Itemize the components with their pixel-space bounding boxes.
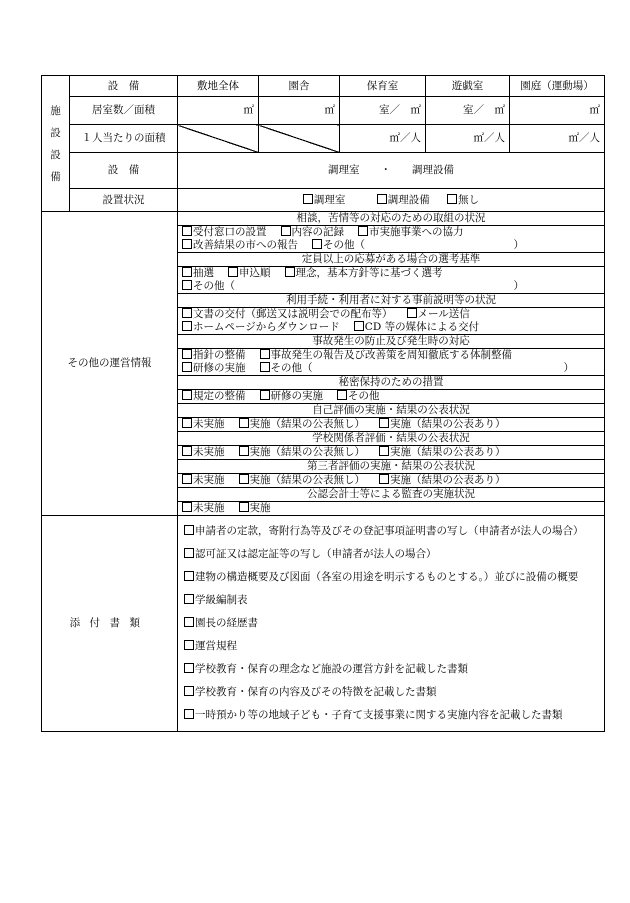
checkbox-icon (337, 390, 347, 400)
attachment-item[interactable] (184, 589, 600, 612)
checkbox-icon (184, 594, 194, 604)
checkbox-option[interactable] (182, 349, 246, 361)
section-title: 秘密保持のための措置 (178, 375, 604, 390)
section-options (178, 418, 604, 431)
checkbox-icon (312, 239, 322, 249)
checkbox-icon (182, 418, 192, 428)
attachment-item[interactable] (184, 704, 600, 727)
attachment-label: 認可証又は認定証等の写し（申請者が法人の場合） (195, 548, 437, 560)
checkbox-option[interactable] (281, 226, 345, 238)
checkbox-option[interactable] (285, 267, 443, 279)
attachment-label: 学校教育・保育の理念など施設の運営方針を記載した書類 (195, 663, 468, 675)
checkbox-option[interactable] (228, 267, 271, 279)
checkbox-kitchen[interactable] (303, 194, 346, 206)
building-area-field[interactable]: ㎡ (259, 97, 340, 125)
header-building: 園舎 (259, 76, 340, 97)
equipment-label: 設 備 (70, 153, 178, 189)
attachment-item[interactable] (184, 520, 600, 543)
header-nursery-room: 保育室 (340, 76, 426, 97)
playground-per-person-field[interactable]: ㎡／人 (510, 125, 605, 153)
section-options (178, 390, 604, 403)
checkbox-option[interactable] (239, 418, 366, 430)
checkbox-option[interactable] (182, 321, 340, 333)
checkbox-option[interactable] (407, 308, 470, 320)
checkbox-icon (407, 308, 417, 318)
checkbox-icon (228, 267, 238, 277)
checkbox-icon (379, 446, 389, 456)
checkbox-option[interactable] (182, 226, 267, 238)
attachment-item[interactable] (184, 543, 600, 566)
option-label: その他（ (193, 280, 235, 292)
checkbox-icon (239, 474, 249, 484)
checkbox-icon (184, 663, 194, 673)
checkbox-icon (182, 239, 192, 249)
option-label: 文書の交付（郵送又は説明会での配布等） (193, 308, 393, 320)
checkbox-option[interactable] (379, 446, 506, 458)
option-label: CD 等の媒体による交付 (364, 321, 480, 333)
attachment-label: 学級編制表 (195, 594, 248, 606)
option-label: その他（ (323, 239, 365, 251)
checkbox-option[interactable] (239, 502, 271, 514)
attachment-item[interactable] (184, 635, 600, 658)
attachment-label: 園長の経歴書 (195, 617, 258, 629)
option-label: 実施（結果の公表無し） (249, 474, 365, 486)
rooms-area-label: 居室数／面積 (70, 97, 178, 125)
section-title: 第三者評価の実施・結果の公表状況 (178, 459, 604, 474)
option-label: 申込順 (239, 267, 271, 279)
install-status-options (178, 189, 605, 212)
facility-label-char: 施 (50, 104, 61, 117)
section-options (178, 349, 604, 375)
checkbox-icon (184, 571, 194, 581)
option-label: 実施（結果の公表あり） (390, 418, 506, 430)
checkbox-icon (182, 321, 192, 331)
option-label: 実施（結果の公表あり） (390, 446, 506, 458)
play-room-field[interactable]: 室／ ㎡ (426, 97, 510, 125)
facility-label-char: 設 (50, 126, 61, 139)
checkbox-icon (182, 474, 192, 484)
option-label: 規定の整備 (193, 390, 246, 402)
option-label: 理念，基本方針等に基づく選考 (295, 267, 443, 279)
checkbox-icon (260, 349, 270, 359)
header-playground: 園庭（運動場） (510, 76, 605, 97)
header-play-room: 遊戯室 (426, 76, 510, 97)
checkbox-icon (184, 709, 194, 719)
close-paren: ） (513, 239, 524, 251)
checkbox-icon (184, 617, 194, 627)
option-label: 抽選 (193, 267, 214, 279)
option-label: 指針の整備 (193, 349, 246, 361)
checkbox-icon (182, 280, 192, 290)
option-label: 改善結果の市への報告 (193, 239, 298, 251)
option-label: 実施 (249, 502, 271, 514)
option-label: ホームページからダウンロード (193, 321, 340, 333)
section-title: 自己評価の実施・結果の公表状況 (178, 403, 604, 418)
option-label: 調理室 (313, 193, 346, 206)
section-options (178, 308, 604, 334)
section-title: 利用手続・利用者に対する事前説明等の状況 (178, 293, 604, 308)
checkbox-option[interactable] (379, 418, 506, 430)
checkbox-option[interactable] (182, 267, 214, 279)
nursery-room-field[interactable]: 室／ ㎡ (340, 97, 426, 125)
option-label: 未実施 (193, 474, 225, 486)
section-options (178, 502, 604, 515)
nursery-per-person-field[interactable]: ㎡／人 (340, 125, 426, 153)
checkbox-icon (447, 194, 457, 204)
attachment-label: 一時預かり等の地域子ども・子育て支援事業に関する実施内容を記載した書類 (195, 709, 563, 721)
option-label: その他 (348, 390, 380, 402)
checkbox-icon (260, 362, 270, 372)
checkbox-icon (182, 390, 192, 400)
header-equipment: 設 備 (70, 76, 178, 97)
checkbox-icon (281, 226, 291, 236)
checkbox-icon (182, 446, 192, 456)
checkbox-icon (379, 474, 389, 484)
checkbox-option[interactable] (239, 474, 366, 486)
checkbox-option[interactable] (182, 362, 246, 374)
section-options (178, 446, 604, 459)
section-title: 定員以上の応募がある場合の選考基準 (178, 252, 604, 267)
checkbox-icon (239, 502, 249, 512)
checkbox-option[interactable] (354, 321, 479, 333)
checkbox-icon (377, 194, 387, 204)
facility-label-char: 備 (50, 170, 61, 183)
close-paren: ） (563, 362, 574, 374)
checkbox-option[interactable] (358, 226, 464, 238)
checkbox-option[interactable] (182, 239, 298, 251)
attachment-label: 学校教育・保育の内容及びその特徴を記載した書類 (195, 686, 437, 698)
option-label: 受付窓口の設置 (193, 226, 267, 238)
option-label: 実施（結果の公表無し） (249, 418, 365, 430)
attachment-label: 申請者の定款，寄附行為等及びその登記事項証明書の写し（申請者が法人の場合） (195, 525, 584, 537)
checkbox-icon (182, 349, 192, 359)
attachments-list (178, 516, 605, 732)
equipment-value: 調理室 ・ 調理設備 (178, 153, 605, 189)
attachment-item[interactable] (184, 681, 600, 704)
checkbox-icon (182, 308, 192, 318)
option-label: 調理設備 (387, 193, 430, 206)
checkbox-option[interactable] (337, 390, 380, 402)
site-area-field[interactable]: ㎡ (178, 97, 259, 125)
attachments-label-text: 添付書類 (69, 617, 150, 629)
install-status-label: 設置状況 (70, 189, 178, 212)
checkbox-icon (285, 267, 295, 277)
checkbox-cooking-equipment[interactable] (377, 194, 430, 206)
option-label: 実施（結果の公表無し） (249, 446, 365, 458)
option-label: 実施（結果の公表あり） (390, 474, 506, 486)
checkbox-option[interactable] (182, 474, 225, 486)
checkbox-icon (182, 226, 192, 236)
operation-info-cell (178, 212, 605, 516)
checkbox-icon (239, 418, 249, 428)
section-title: 公認会計士等による監査の実施状況 (178, 487, 604, 502)
attachment-label: 運営規程 (195, 640, 237, 652)
option-label: メール送信 (417, 308, 470, 320)
checkbox-option[interactable] (182, 446, 225, 458)
checkbox-icon (182, 502, 192, 512)
checkbox-icon (182, 267, 192, 277)
option-label: その他（ (270, 362, 313, 374)
option-label: 研修の実施 (193, 362, 246, 374)
checkbox-icon (184, 686, 194, 696)
option-label: 未実施 (193, 418, 225, 430)
checkbox-option[interactable] (260, 349, 513, 361)
checkbox-option[interactable] (182, 280, 235, 292)
checkbox-icon (303, 194, 313, 204)
section-options (178, 474, 604, 487)
application-form-table (41, 75, 605, 732)
checkbox-option[interactable] (312, 239, 365, 251)
section-options (178, 226, 604, 252)
attachments-label (42, 516, 178, 732)
checkbox-option[interactable] (379, 474, 506, 486)
attachment-label: 建物の構造概要及び図面（各室の用途を明示するものとする。）並びに設備の概要 (195, 571, 579, 583)
checkbox-icon (184, 525, 194, 535)
operation-info-label: その他の運営情報 (42, 212, 178, 516)
option-label: 事故発生の報告及び改善策を周知徹底する体制整備 (270, 349, 512, 361)
checkbox-none[interactable] (447, 194, 479, 206)
section-title: 事故発生の防止及び発生時の対応 (178, 334, 604, 349)
playground-area-field[interactable]: ㎡ (510, 97, 605, 125)
checkbox-option[interactable] (239, 446, 366, 458)
facility-label-char: 設 (50, 148, 61, 161)
section-title: 相談，苦情等の対応のための取組の状況 (178, 212, 604, 226)
header-site: 敷地全体 (178, 76, 259, 97)
checkbox-icon (358, 226, 368, 236)
attachment-item[interactable] (184, 612, 600, 635)
na-cell (259, 125, 340, 153)
option-label: 無し (458, 193, 480, 206)
per-person-label: １人当たりの面積 (70, 125, 178, 153)
option-label: 研修の実施 (270, 390, 323, 402)
attachment-item[interactable] (184, 566, 600, 589)
option-label: 市実施事業への協力 (369, 226, 464, 238)
na-cell (178, 125, 259, 153)
close-paren: ） (513, 280, 524, 292)
play-room-per-person-field[interactable]: ㎡／人 (426, 125, 510, 153)
option-label: 未実施 (193, 446, 225, 458)
operation-sections (178, 212, 604, 515)
checkbox-option[interactable] (260, 362, 313, 374)
checkbox-icon (182, 362, 192, 372)
checkbox-option[interactable] (182, 308, 393, 320)
checkbox-icon (184, 640, 194, 650)
option-label: 内容の記録 (291, 226, 344, 238)
checkbox-icon (184, 548, 194, 558)
option-label: 未実施 (193, 502, 225, 514)
facility-section-label (42, 76, 70, 212)
checkbox-icon (260, 390, 270, 400)
checkbox-icon (354, 321, 364, 331)
checkbox-option[interactable] (182, 418, 225, 430)
section-title: 学校関係者評価・結果の公表状況 (178, 431, 604, 446)
attachment-item[interactable] (184, 658, 600, 681)
checkbox-option[interactable] (182, 390, 246, 402)
checkbox-option[interactable] (182, 502, 225, 514)
checkbox-icon (239, 446, 249, 456)
checkbox-icon (379, 418, 389, 428)
section-options (178, 267, 604, 293)
checkbox-option[interactable] (260, 390, 324, 402)
